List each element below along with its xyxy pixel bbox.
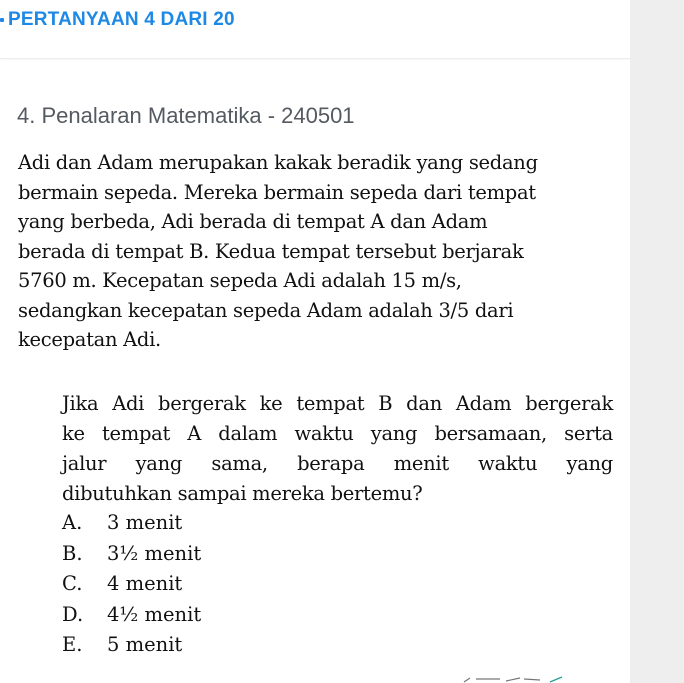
passage-line: Adi dan Adam merupakan kakak beradik yang sedang	[18, 151, 538, 174]
question-counter	[0, 9, 235, 31]
bullet-icon	[0, 18, 4, 22]
option-a[interactable]	[62, 508, 201, 539]
prompt-line: jalur yang sama, berapa menit waktu yang	[62, 452, 613, 475]
option-letter: C.	[62, 572, 83, 595]
option-letter: D.	[62, 602, 84, 626]
passage-line: sedangkan kecepatan sepeda Adam adalah 3/5 dari	[18, 298, 514, 322]
passage-line: bermain sepeda. Mereka bermain sepeda dari tempat	[18, 180, 536, 204]
option-letter: B.	[62, 541, 83, 565]
passage-line: 5760 m. Kecepatan sepeda Adi adalah 15 m/s,	[18, 269, 462, 292]
option-b[interactable]	[62, 539, 201, 570]
question-passage	[18, 148, 618, 355]
option-text: 4½ menit	[107, 602, 202, 626]
prompt-line: dibutuhkan sampai mereka bertemu?	[62, 482, 423, 505]
option-text: 5 menit	[107, 633, 183, 656]
option-text: 3½ menit	[107, 541, 202, 565]
option-letter: E.	[62, 633, 83, 656]
option-d[interactable]	[62, 600, 201, 631]
option-c[interactable]	[62, 569, 201, 600]
question-heading: 4. Penalaran Matematika - 240501	[17, 103, 355, 128]
side-panel	[630, 0, 684, 683]
prompt-line: ke tempat A dalam waktu yang bersamaan, serta	[62, 422, 613, 445]
passage-line: kecepatan Adi.	[18, 328, 161, 351]
passage-line: berada di tempat B. Kedua tempat tersebut berjarak	[18, 239, 524, 263]
option-letter: A.	[62, 511, 83, 534]
prompt-line: Jika Adi bergerak ke tempat B dan Adam bergerak	[62, 392, 613, 415]
option-e[interactable]	[62, 630, 201, 661]
cropped-content-fragment	[460, 676, 570, 683]
option-text: 4 menit	[107, 572, 183, 595]
passage-line: yang berbeda, Adi berada di tempat A dan Adam	[18, 210, 488, 233]
answer-options	[62, 508, 201, 661]
question-counter-label: PERTANYAAN 4 DARI 20	[8, 9, 235, 30]
question-prompt	[62, 389, 613, 509]
question-header-bar	[0, 0, 630, 59]
option-text: 3 menit	[107, 511, 183, 534]
